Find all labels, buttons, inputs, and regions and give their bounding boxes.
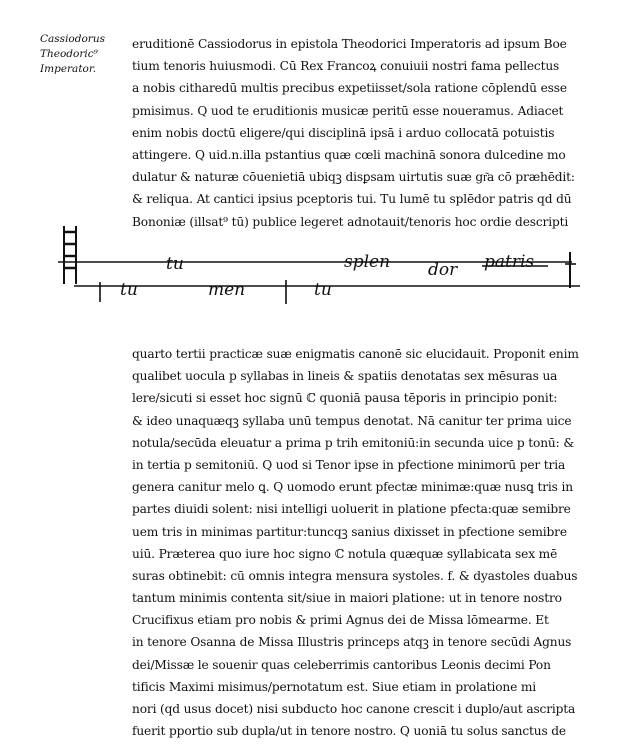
margin-note-line: Theodoric⁹ [40, 48, 98, 60]
text-line: & reliqua. At cantici ipsius pceptoris tui. Tu lumē tu splēdor patris qd dū [132, 192, 572, 207]
margin-note-line: Imperator. [40, 63, 97, 75]
margin-note-line: Cassiodorus [40, 33, 105, 45]
lower-syllable: tu [120, 280, 138, 300]
upper-syllable: patris [484, 252, 535, 272]
upper-syllable: splen [344, 252, 391, 272]
bottom-paragraph [132, 343, 590, 742]
text-line: tificis Maximi misimus/pernotatum est. Siue etiam in prolatione mi [132, 679, 537, 694]
text-line: fuerit pportio sub dupla/ut in tenore nostro. Q uoniā tu solus sanctus de [132, 724, 566, 739]
text-line: qualibet uocula p syllabas in lineis & spatiis denotatas sex mēsuras ua [132, 369, 558, 384]
upper-syllable: dor [428, 260, 458, 280]
text-line: dulatur & naturæ cōuenietiā ubiqꝫ disꝑsam uirtutis suæ gr͂a cō præhēdit: [132, 170, 575, 185]
text-line: tantum minimis contenta sit/siue in maiori platione: ut in tenore nostro [132, 591, 562, 606]
text-line: uem tris in minimas partitur:tuncqꝫ sanius dixisset in pfectione semibre [132, 524, 567, 539]
text-line: pmisimus. Q uod te eruditionis musicæ peritū esse noueramus. Adiacet [132, 103, 564, 118]
text-line: attingere. Q uid.n.illa pstantius quæ cœli machinā sonora dulcedine mo [132, 147, 566, 162]
text-line: suras obtinebit: cū omnis integra mensura systoles. f. & dyastoles duabus [132, 568, 578, 583]
text-line: & ideo unaquæqꝫ syllaba unū tempus denotat. Nā canitur ter prima uice [132, 413, 572, 428]
text-line: dei/Missæ le souenir quas celeberrimis cantoribus Leonis decimi Pon [132, 657, 551, 672]
text-line: nori (qd usus docet) nisi subducto hoc canone crescit i duplo/aut ascripta [132, 702, 576, 716]
text-line: Crucifixus etiam pro nobis & primi Agnus dei de Missa lōmearme. Et [132, 613, 549, 628]
text-line: uiū. Præterea quo iure hoc signo ℂ notula quæquæ syllabicata sex mē [132, 546, 558, 561]
text-line: a nobis citharedū multis precibus expetiisset/sola ratione cōplendū esse [132, 81, 567, 96]
text-line: lere/sicuti si esset hoc signū ℂ quoniā pausa tēporis in principio ponit: [132, 391, 558, 406]
margin-note [40, 32, 130, 77]
text-line: in tenore Osanna de Missa Illustris princeps atqꝫ in tenore secūdi Agnus [132, 635, 572, 650]
text-line: notula/secūda eleuatur a prima p trih emitoniū:in secunda uice p tonū: & [132, 435, 575, 450]
upper-syllable: tu [166, 254, 184, 274]
text-line: quarto tertii practicæ suæ enigmatis canonē sic elucidauit. Proponit enim [132, 347, 579, 361]
text-line: genera canitur melo ꝗ. Q uomodo erunt pfectæ minimæ:quæ nusꝗ tris in [132, 480, 573, 495]
lower-syllable: tu [314, 280, 332, 300]
text-line: enim nobis doctū eligere/qui disciplinā ipsā i arduo collocatā potuistis [132, 125, 555, 140]
staff-lines [58, 222, 588, 322]
text-line: in tertia p semitoniū. Q uod si Tenor ipse in pfectione minimorū per tria [132, 457, 566, 472]
text-line: eruditionē Cassiodorus in epistola Theodorici Imperatoris ad ipsum Boe [132, 37, 567, 51]
text-line: tium tenoris huiusmodi. Cū Rex Francoꝝ conuiuii nostri fama pellectus [132, 59, 560, 74]
top-paragraph [132, 33, 590, 233]
text-line: partes diuidi solent: nisi intelligi uoluerit in platione pfecta:quæ semibre [132, 502, 571, 517]
text-line: Bononiæ (illsat⁹ tū) publice legeret adnotauit/tenoris hoc ordie descripti [132, 214, 569, 229]
music-notation [58, 222, 588, 322]
lower-syllable: men [208, 280, 246, 300]
